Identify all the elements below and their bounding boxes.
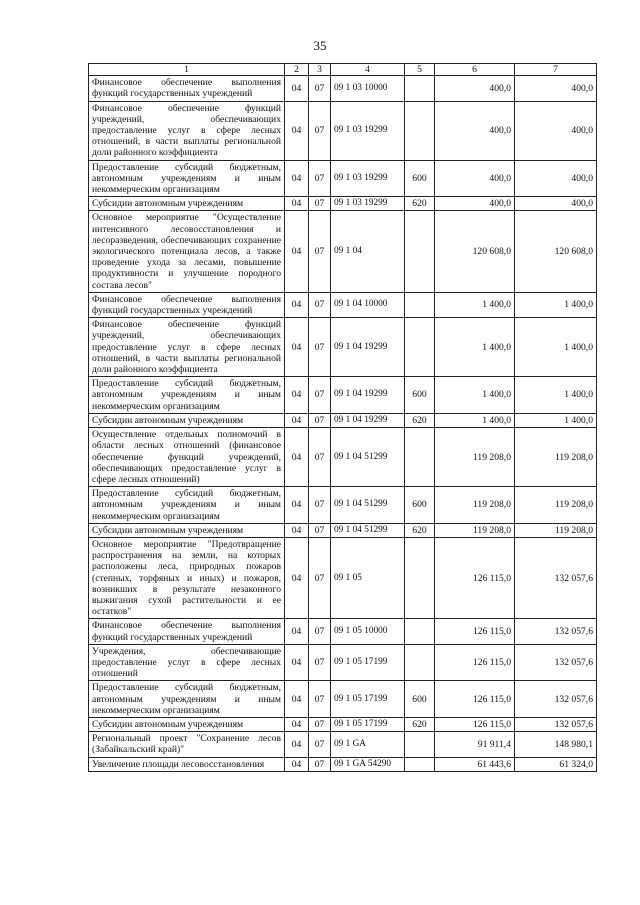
row-name: Субсидии автономным учреждениям <box>89 523 285 537</box>
row-target-article: 09 1 04 10000 <box>331 292 405 317</box>
row-section-code: 04 <box>285 160 309 197</box>
row-name: Основное мероприятие "Осуществление интенсивного лесовосстановления и лесоразведения, обеспечивающих сохранение экологического потенциала лесов, а также проведение ухода за лесами, повышение продуктивности и улучшение породного состава лесов" <box>89 211 285 292</box>
header-col-7: 7 <box>515 64 597 76</box>
row-name: Финансовое обеспечение выполнения функций государственных учреждений <box>89 76 285 101</box>
row-subsection-code: 07 <box>309 717 331 731</box>
row-amount-year-1: 126 115,0 <box>435 644 515 681</box>
row-subsection-code: 07 <box>309 732 331 757</box>
row-section-code: 04 <box>285 619 309 644</box>
row-amount-year-2: 132 057,6 <box>515 644 597 681</box>
row-subsection-code: 07 <box>309 197 331 211</box>
row-subsection-code: 07 <box>309 428 331 487</box>
row-target-article: 09 1 04 51299 <box>331 487 405 524</box>
row-expense-type <box>405 428 435 487</box>
row-subsection-code: 07 <box>309 76 331 101</box>
row-section-code: 04 <box>285 76 309 101</box>
row-amount-year-2: 132 057,6 <box>515 619 597 644</box>
row-amount-year-2: 1 400,0 <box>515 413 597 427</box>
row-target-article: 09 1 GA 54290 <box>331 757 405 771</box>
row-section-code: 04 <box>285 717 309 731</box>
row-name: Финансовое обеспечение выполнения функций государственных учреждений <box>89 292 285 317</box>
table-row <box>89 681 597 718</box>
table-row <box>89 76 597 101</box>
table-row <box>89 413 597 427</box>
row-subsection-code: 07 <box>309 757 331 771</box>
row-section-code: 04 <box>285 644 309 681</box>
row-amount-year-2: 148 980,1 <box>515 732 597 757</box>
row-section-code: 04 <box>285 537 309 618</box>
table-row <box>89 318 597 377</box>
row-target-article: 09 1 05 <box>331 537 405 618</box>
row-amount-year-2: 400,0 <box>515 101 597 160</box>
row-expense-type: 600 <box>405 377 435 414</box>
row-target-article: 09 1 04 51299 <box>331 428 405 487</box>
row-target-article: 09 1 04 19299 <box>331 377 405 414</box>
row-subsection-code: 07 <box>309 681 331 718</box>
row-amount-year-2: 1 400,0 <box>515 292 597 317</box>
row-expense-type <box>405 644 435 681</box>
row-section-code: 04 <box>285 211 309 292</box>
table-row <box>89 757 597 771</box>
row-name: Предоставление субсидий бюджетным, автономным учреждениям и иным некоммерческим организациям <box>89 377 285 414</box>
row-expense-type <box>405 732 435 757</box>
row-target-article: 09 1 GA <box>331 732 405 757</box>
row-amount-year-2: 61 324,0 <box>515 757 597 771</box>
row-section-code: 04 <box>285 757 309 771</box>
table-row <box>89 487 597 524</box>
row-name: Предоставление субсидий бюджетным, автономным учреждениям и иным некоммерческим организациям <box>89 487 285 524</box>
row-subsection-code: 07 <box>309 413 331 427</box>
row-amount-year-1: 119 208,0 <box>435 428 515 487</box>
row-amount-year-1: 126 115,0 <box>435 619 515 644</box>
row-amount-year-1: 400,0 <box>435 101 515 160</box>
row-amount-year-1: 1 400,0 <box>435 292 515 317</box>
header-col-5: 5 <box>405 64 435 76</box>
row-amount-year-2: 1 400,0 <box>515 318 597 377</box>
row-target-article: 09 1 04 19299 <box>331 413 405 427</box>
table-row <box>89 377 597 414</box>
table-body <box>89 76 597 772</box>
row-target-article: 09 1 03 10000 <box>331 76 405 101</box>
row-name: Финансовое обеспечение выполнения функций государственных учреждений <box>89 619 285 644</box>
row-amount-year-1: 1 400,0 <box>435 377 515 414</box>
budget-table <box>88 63 597 772</box>
row-amount-year-2: 400,0 <box>515 160 597 197</box>
row-amount-year-2: 400,0 <box>515 197 597 211</box>
header-col-4: 4 <box>331 64 405 76</box>
row-subsection-code: 07 <box>309 487 331 524</box>
header-col-1: 1 <box>89 64 285 76</box>
table-row <box>89 717 597 731</box>
table-row <box>89 732 597 757</box>
table-row <box>89 428 597 487</box>
row-amount-year-2: 1 400,0 <box>515 377 597 414</box>
row-section-code: 04 <box>285 101 309 160</box>
row-subsection-code: 07 <box>309 619 331 644</box>
table-row <box>89 537 597 618</box>
row-name: Финансовое обеспечение функций учреждений, обеспечивающих предоставление услуг в сфере лесных отношений, в части выплаты региональной доли районного коэффициента <box>89 318 285 377</box>
row-section-code: 04 <box>285 292 309 317</box>
table-row <box>89 211 597 292</box>
row-name: Основное мероприятие "Предотвращение распространения на земли, на которых расположены леса, природных пожаров (степных, торфяных и иных) и пожаров, возникших в результате незаконного выжигания сухой растительности и ее остатков" <box>89 537 285 618</box>
row-subsection-code: 07 <box>309 101 331 160</box>
row-subsection-code: 07 <box>309 318 331 377</box>
row-amount-year-2: 132 057,6 <box>515 717 597 731</box>
row-amount-year-1: 400,0 <box>435 76 515 101</box>
row-subsection-code: 07 <box>309 644 331 681</box>
row-expense-type <box>405 76 435 101</box>
row-expense-type <box>405 318 435 377</box>
row-section-code: 04 <box>285 681 309 718</box>
row-target-article: 09 1 03 19299 <box>331 197 405 211</box>
row-expense-type: 600 <box>405 160 435 197</box>
row-amount-year-1: 1 400,0 <box>435 318 515 377</box>
row-section-code: 04 <box>285 413 309 427</box>
row-section-code: 04 <box>285 318 309 377</box>
row-expense-type <box>405 211 435 292</box>
row-target-article: 09 1 05 17199 <box>331 644 405 681</box>
row-expense-type <box>405 101 435 160</box>
row-name: Учреждения, обеспечивающие предоставление услуг в сфере лесных отношений <box>89 644 285 681</box>
row-amount-year-1: 119 208,0 <box>435 523 515 537</box>
row-amount-year-2: 120 608,0 <box>515 211 597 292</box>
table-row <box>89 523 597 537</box>
row-section-code: 04 <box>285 197 309 211</box>
row-subsection-code: 07 <box>309 292 331 317</box>
row-amount-year-2: 119 208,0 <box>515 487 597 524</box>
table-row <box>89 619 597 644</box>
row-amount-year-2: 132 057,6 <box>515 681 597 718</box>
row-amount-year-1: 119 208,0 <box>435 487 515 524</box>
row-subsection-code: 07 <box>309 160 331 197</box>
row-name: Предоставление субсидий бюджетным, автономным учреждениям и иным некоммерческим организациям <box>89 160 285 197</box>
row-amount-year-2: 400,0 <box>515 76 597 101</box>
row-expense-type <box>405 537 435 618</box>
row-amount-year-1: 91 911,4 <box>435 732 515 757</box>
row-amount-year-1: 1 400,0 <box>435 413 515 427</box>
row-subsection-code: 07 <box>309 377 331 414</box>
header-col-3: 3 <box>309 64 331 76</box>
row-section-code: 04 <box>285 523 309 537</box>
row-expense-type <box>405 292 435 317</box>
row-amount-year-1: 400,0 <box>435 197 515 211</box>
row-section-code: 04 <box>285 377 309 414</box>
row-expense-type <box>405 757 435 771</box>
table-row <box>89 644 597 681</box>
row-expense-type: 600 <box>405 487 435 524</box>
row-target-article: 09 1 05 17199 <box>331 717 405 731</box>
row-target-article: 09 1 04 51299 <box>331 523 405 537</box>
row-amount-year-1: 126 115,0 <box>435 537 515 618</box>
header-row <box>89 64 597 76</box>
row-amount-year-2: 119 208,0 <box>515 523 597 537</box>
page-number: 35 <box>313 38 327 53</box>
row-name: Предоставление субсидий бюджетным, автономным учреждениям и иным некоммерческим организациям <box>89 681 285 718</box>
header-col-2: 2 <box>285 64 309 76</box>
row-expense-type: 620 <box>405 413 435 427</box>
row-subsection-code: 07 <box>309 211 331 292</box>
row-name: Субсидии автономным учреждениям <box>89 413 285 427</box>
row-name: Осуществление отдельных полномочий в области лесных отношений (финансовое обеспечение функций учреждений, обеспечивающих предоставление услуг в сфере лесных отношений) <box>89 428 285 487</box>
table-row <box>89 292 597 317</box>
row-name: Региональный проект "Сохранение лесов (Забайкальский край)" <box>89 732 285 757</box>
row-subsection-code: 07 <box>309 523 331 537</box>
row-amount-year-2: 119 208,0 <box>515 428 597 487</box>
row-amount-year-1: 126 115,0 <box>435 717 515 731</box>
row-name: Субсидии автономным учреждениям <box>89 717 285 731</box>
row-target-article: 09 1 04 <box>331 211 405 292</box>
row-section-code: 04 <box>285 428 309 487</box>
row-name: Субсидии автономным учреждениям <box>89 197 285 211</box>
row-expense-type <box>405 619 435 644</box>
row-target-article: 09 1 04 19299 <box>331 318 405 377</box>
row-name: Финансовое обеспечение функций учреждений, обеспечивающих предоставление услуг в сфере лесных отношений, в части выплаты региональной доли районного коэффициента <box>89 101 285 160</box>
row-expense-type: 620 <box>405 717 435 731</box>
row-amount-year-2: 132 057,6 <box>515 537 597 618</box>
row-subsection-code: 07 <box>309 537 331 618</box>
row-target-article: 09 1 05 17199 <box>331 681 405 718</box>
row-expense-type: 620 <box>405 197 435 211</box>
row-target-article: 09 1 05 10000 <box>331 619 405 644</box>
row-amount-year-1: 61 443,6 <box>435 757 515 771</box>
row-expense-type: 600 <box>405 681 435 718</box>
row-expense-type: 620 <box>405 523 435 537</box>
table-header <box>89 64 597 76</box>
row-amount-year-1: 126 115,0 <box>435 681 515 718</box>
row-amount-year-1: 120 608,0 <box>435 211 515 292</box>
row-target-article: 09 1 03 19299 <box>331 160 405 197</box>
table-row <box>89 197 597 211</box>
row-amount-year-1: 400,0 <box>435 160 515 197</box>
table-row <box>89 101 597 160</box>
header-col-6: 6 <box>435 64 515 76</box>
row-section-code: 04 <box>285 487 309 524</box>
row-section-code: 04 <box>285 732 309 757</box>
row-name: Увеличение площади лесовосстановления <box>89 757 285 771</box>
table-row <box>89 160 597 197</box>
row-target-article: 09 1 03 19299 <box>331 101 405 160</box>
